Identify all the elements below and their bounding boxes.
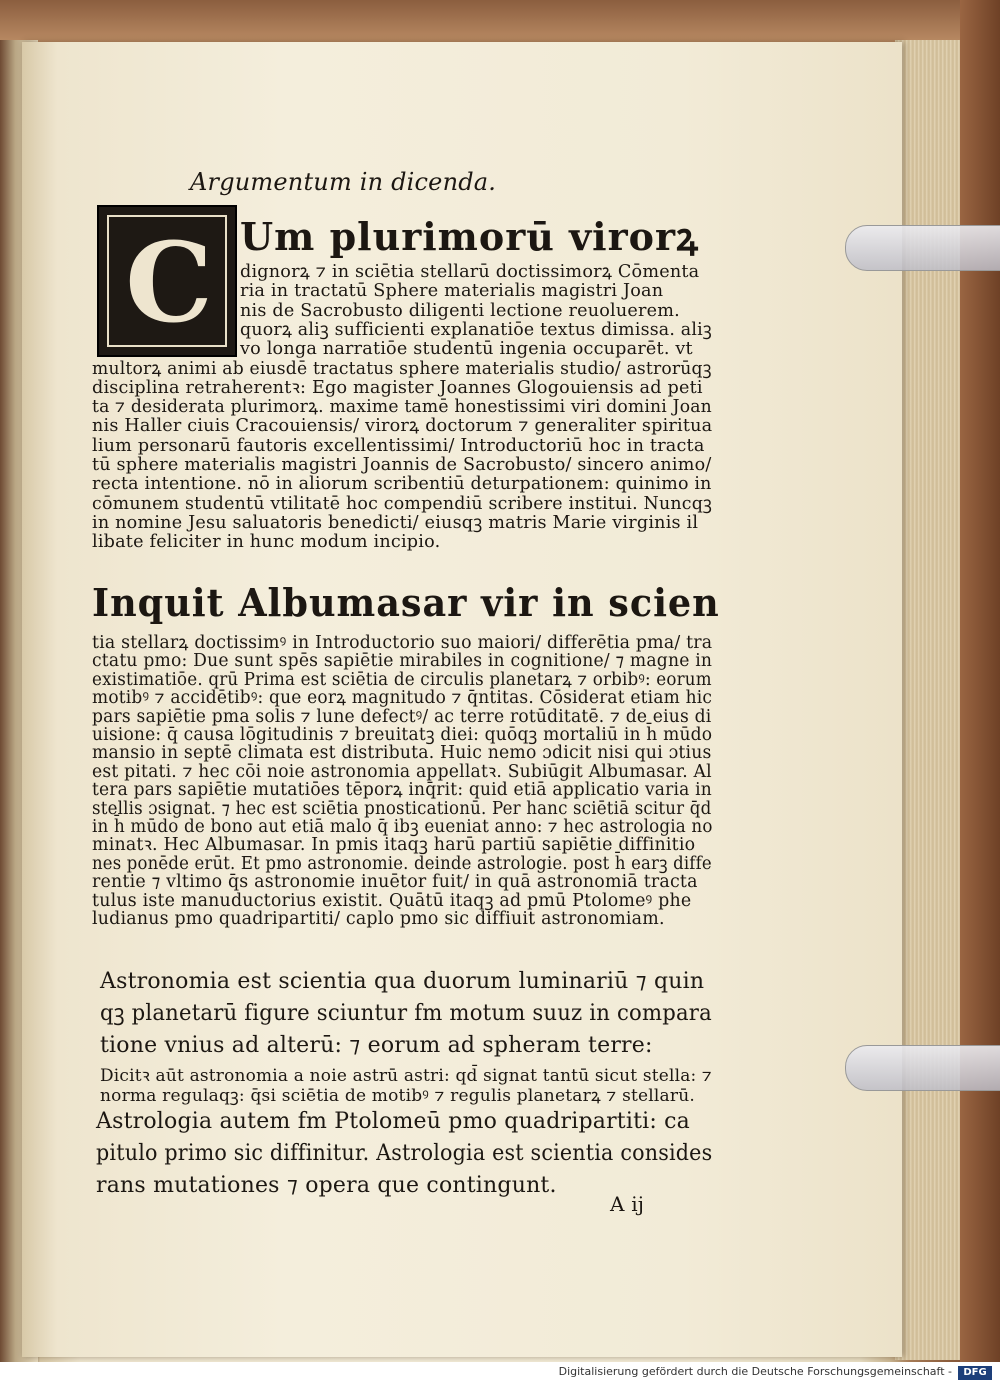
text-line: ta ⁊ desiderata plurimorꝝ. maxime tamē honestissimi viri domini Joan bbox=[92, 397, 712, 418]
text-line: tia stellarꝝ doctissimꝰ in Introductorio suo maiori/ differētia pma/ tra bbox=[92, 633, 713, 653]
text-line: qꝫ planetarū figure sciuntur fm motum suuz in compara bbox=[100, 1001, 712, 1026]
text-line: multorꝝ animi ab eiusdē tractatus sphere materialis studio/ astrorūqꝫ bbox=[92, 358, 712, 379]
text-line: lium personarū fautoris excellentissimi/ Introductoriū hoc in tracta bbox=[92, 435, 705, 456]
text-line: nis Haller ciuis Cracouiensis/ virorꝝ doctorum ⁊ generaliter spiritua bbox=[92, 416, 713, 437]
text-line: uisione: q̄ causa lōgitudinis ⁊ breuitatꝫ diei: quōqꝫ mortaliū in h̄ mūdo bbox=[92, 725, 713, 745]
initial-letter: C bbox=[125, 218, 213, 347]
text-line: disciplina retraherentꝛ: Ego magister Joannes Glogouiensis ad peti bbox=[92, 377, 703, 398]
funding-credit: Digitalisierung gefördert durch die Deutsche Forschungsgemeinschaft - bbox=[558, 1365, 952, 1378]
text-line: libate feliciter in hunc modum incipio. bbox=[92, 532, 441, 553]
text-line: ria in tractatū Sphere materialis magistri Joan bbox=[240, 281, 664, 302]
dfg-logo: DFG bbox=[958, 1366, 992, 1380]
signature-mark: A ij bbox=[610, 1192, 645, 1216]
text-line: ctatu pmo: Due sunt spēs sapiētie mirabiles in cognitione/ ⁊ magne in bbox=[92, 651, 713, 672]
opening-line: Um plurimorū virorꝝ bbox=[240, 214, 699, 259]
text-line: quorꝝ aliꝫ sufficienti explanatiōe textus dimissa. aliꝫ bbox=[240, 319, 712, 340]
text-line: motibꝰ ⁊ accidētibꝰ: que eorꝝ magnitudo ⁊ q̄ntitas. Cōsiderat etiam hic bbox=[92, 688, 713, 709]
text-line: dignorꝝ ⁊ in sciētia stellarū doctissimorꝝ Cōmenta bbox=[240, 262, 700, 282]
text-line: stellis ɔsignat. ⁊ hec est sciētia pnosticationū. Per hanc sciētiā scitur q̄d bbox=[92, 798, 712, 819]
page-clamp-tab-bottom bbox=[845, 1045, 1000, 1091]
section-opening-line: Inquit Albumasar vir in scien bbox=[92, 580, 720, 625]
cover-edge bbox=[960, 0, 1000, 1362]
footer-bar bbox=[0, 1362, 1000, 1385]
text-line: pars sapiētie pma solis ⁊ lune defectꝰ/ ac terre rotūditatē. ⁊ de eius di bbox=[92, 706, 712, 727]
text-line: recta intentione. nō in aliorum scribentiū deturpationem: quinimo in bbox=[92, 474, 712, 495]
text-line: ludianus pmo quadripartiti/ caplo pmo sic diffiuit astronomiam. bbox=[92, 909, 665, 929]
text-line: cōmunem studentū vtilitatē hoc compendiū scribere institui. Nuncqꝫ bbox=[92, 493, 713, 514]
text-line: nes ponēde erūt. Et pmo astronomie. deinde astrologie. post h̄ earꝫ diffe bbox=[92, 853, 712, 874]
text-line: est pitati. ⁊ hec cōi noie astronomia appellatꝛ. Subiūgit Albumasar. Al bbox=[92, 761, 712, 782]
text-line: in nomine Jesu saluatoris benedicti/ eiusqꝫ matris Marie virginis il bbox=[92, 512, 699, 533]
section-heading: Argumentum in dicenda. bbox=[190, 168, 497, 196]
text-line: mansio in septē climata est distributa. Huic nemo ɔdicit nisi qui ɔtius bbox=[92, 743, 712, 764]
text-line: tū sphere materialis magistri Joannis de Sacrobusto/ sincero animo/ bbox=[92, 455, 712, 475]
text-line: Astrologia autem fm Ptolomeū pmo quadripartiti: ca bbox=[96, 1109, 690, 1134]
decorated-initial bbox=[97, 205, 237, 357]
text-line: vo longa narratiōe studentū ingenia occuparēt. vt bbox=[240, 339, 693, 360]
text-line: tione vnius ad alterū: ⁊ eorum ad spheram terre: bbox=[100, 1033, 653, 1058]
text-line: rans mutationes ⁊ opera que contingunt. bbox=[96, 1173, 557, 1198]
text-line: norma regulaqꝫ: q̄si sciētia de motibꝰ ⁊ regulis planetarꝝ ⁊ stellarū. bbox=[100, 1086, 695, 1106]
text-line: Astronomia est scientia qua duorum luminariū ⁊ quin bbox=[100, 969, 705, 994]
text-line: tera pars sapiētie mutatiōes tēporꝝ inq̄rit: quid etiā applicatio varia in bbox=[92, 780, 712, 801]
text-line: Dicitꝛ aūt astronomia a noie astrū astri: qd̄ signat tantū sicut stella: ⁊ bbox=[100, 1066, 712, 1086]
binding-top bbox=[0, 0, 1000, 42]
text-line: tulus iste manuductorius existit. Quātū itaqꝫ ad pmū Ptolomeꝰ phe bbox=[92, 890, 692, 911]
text-line: in h̄ mūdo de bono aut etiā malo q̄ ibꝫ eueniat anno: ⁊ hec astrologia no bbox=[92, 817, 713, 837]
text-line: existimatiōe. qrū Prima est sciētia de circulis planetarꝝ ⁊ orbibꝰ: eorum bbox=[92, 669, 712, 690]
text-line: minatꝛ. Hec Albumasar. In pmis itaqꝫ harū partiū sapiētie diffinitio bbox=[92, 835, 696, 856]
page-clamp-tab-top bbox=[845, 225, 1000, 271]
text-line: nis de Sacrobusto diligenti lectione reuoluerem. bbox=[240, 300, 680, 321]
initial-frame bbox=[107, 215, 227, 347]
text-line: rentie ⁊ vltimo q̄s astronomie inuētor fuit/ in quā astronomiā tracta bbox=[92, 872, 698, 893]
text-line: pitulo primo sic diffinitur. Astrologia est scientia consides bbox=[96, 1141, 713, 1166]
